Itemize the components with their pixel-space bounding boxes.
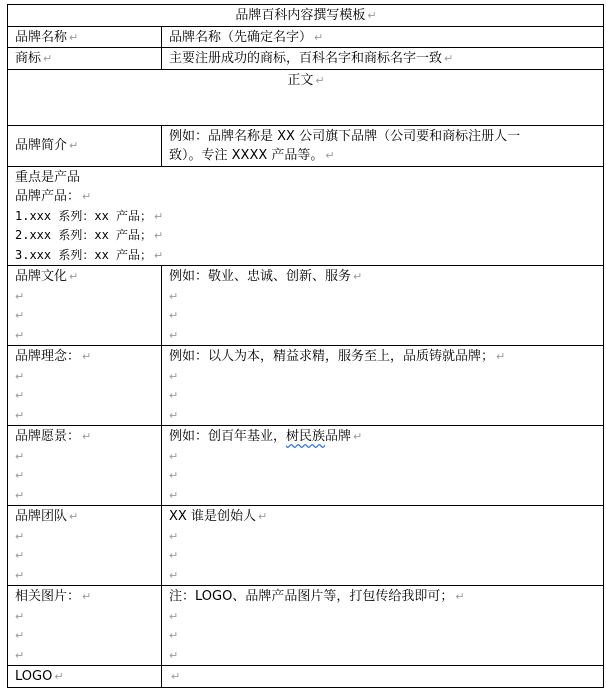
paragraph-mark-icon: ↵ [169,629,179,642]
products-row [8,166,604,266]
brand-team-value: XX 谁是创始人 [169,509,256,524]
paragraph-mark-icon: ↵ [257,510,268,523]
brand-intro-value-line1: 例如：品牌名称是 XX 公司旗下品牌（公司要和商标注册人一 [169,128,521,144]
paragraph-mark-icon: ↵ [15,408,25,422]
paragraph-mark-icon: ↵ [69,138,79,152]
paragraph-mark-icon: ↵ [325,149,335,162]
paragraph-mark-icon: ↵ [169,609,179,623]
trademark-value: 主要注册成功的商标，百科名字和商标名字一致 [169,51,443,66]
paragraph-mark-icon: ↵ [169,488,179,502]
paragraph-mark-icon: ↵ [154,248,164,262]
paragraph-mark-icon: ↵ [154,209,164,223]
paragraph-mark-icon: ↵ [69,270,79,283]
paragraph-mark-icon: ↵ [15,309,25,322]
paragraph-mark-icon: ↵ [15,369,25,383]
brand-philosophy-row [8,346,604,426]
logo-value-cell[interactable] [162,666,604,688]
paragraph-mark-icon: ↵ [169,648,179,662]
brand-philosophy-label-cell[interactable] [8,346,162,426]
paragraph-mark-icon: ↵ [15,449,25,463]
related-images-value: 注：LOGO、品牌产品图片等，打包传给我即可； [169,589,454,604]
paragraph-mark-icon: ↵ [169,309,179,322]
trademark-row [8,48,604,70]
title-row [8,5,604,27]
paragraph-mark-icon: ↵ [15,549,25,562]
brand-vision-label-cell[interactable] [8,426,162,506]
paragraph-mark-icon: ↵ [169,568,179,582]
brand-template-table [7,4,604,688]
related-images-label: 相关图片： [15,589,81,604]
brand-name-label-cell[interactable] [8,26,162,48]
paragraph-mark-icon: ↵ [169,289,179,303]
paragraph-mark-icon: ↵ [169,449,179,463]
logo-row [8,666,604,688]
paragraph-mark-icon: ↵ [82,350,92,363]
paragraph-mark-icon: ↵ [82,190,92,203]
paragraph-mark-icon: ↵ [169,469,179,482]
brand-culture-label-cell[interactable] [8,266,162,346]
brand-team-value-cell[interactable] [162,506,604,586]
paragraph-mark-icon: ↵ [15,609,25,623]
paragraph-mark-icon: ↵ [315,73,325,87]
paragraph-mark-icon: ↵ [15,529,25,543]
paragraph-mark-icon: ↵ [169,369,179,383]
paragraph-mark-icon: ↵ [82,430,92,443]
paragraph-mark-icon: ↵ [444,52,454,65]
brand-vision-value-prefix: 例如：创百年基业， [169,429,287,444]
body-header-cell[interactable] [8,69,604,125]
spellcheck-underlined-text: 树民族 [286,429,326,444]
paragraph-mark-icon: ↵ [171,670,181,683]
brand-team-label-cell[interactable] [8,506,162,586]
brand-culture-label: 品牌文化 [15,269,68,284]
document-title: 品牌百科内容撰写模板 [235,8,366,23]
brand-name-row [8,26,604,48]
brand-team-label: 品牌团队 [15,509,68,524]
brand-vision-row [8,426,604,506]
products-subheading: 品牌产品： [15,189,81,204]
product-item: 2.xxx 系列：xx 产品； [15,228,153,242]
related-images-label-cell[interactable] [8,586,162,666]
paragraph-mark-icon: ↵ [15,629,25,642]
brand-name-label: 品牌名称 [15,29,68,45]
paragraph-mark-icon: ↵ [169,328,179,342]
paragraph-mark-icon: ↵ [353,270,363,283]
paragraph-mark-icon: ↵ [43,52,53,65]
paragraph-mark-icon: ↵ [353,430,363,443]
trademark-label-cell[interactable] [8,48,162,70]
paragraph-mark-icon: ↵ [154,229,164,242]
brand-culture-value: 例如：敬业、忠诚、创新、服务 [169,269,352,284]
brand-intro-value-cell[interactable] [162,125,604,166]
brand-intro-row [8,125,604,166]
related-images-row [8,586,604,666]
paragraph-mark-icon: ↵ [496,350,506,363]
paragraph-mark-icon: ↵ [15,289,25,303]
brand-vision-value-suffix: 品牌 [325,429,352,444]
product-item: 1.xxx 系列：xx 产品； [15,208,153,223]
paragraph-mark-icon: ↵ [69,30,79,44]
paragraph-mark-icon: ↵ [314,30,324,44]
paragraph-mark-icon: ↵ [169,529,179,543]
paragraph-mark-icon: ↵ [15,469,25,482]
brand-name-value-cell[interactable] [162,26,604,48]
body-header: 正文 [287,72,314,88]
paragraph-mark-icon: ↵ [15,488,25,502]
body-header-row [8,69,604,125]
logo-label-cell[interactable] [8,666,162,688]
paragraph-mark-icon: ↵ [169,549,179,562]
brand-intro-value-line2: 致）。专注 XXXX 产品等。 [169,148,324,163]
brand-team-row [8,506,604,586]
paragraph-mark-icon: ↵ [15,568,25,582]
paragraph-mark-icon: ↵ [15,648,25,662]
trademark-label: 商标 [15,51,42,66]
brand-culture-value-cell[interactable] [162,266,604,346]
paragraph-mark-icon: ↵ [69,510,79,523]
logo-label: LOGO [15,669,53,684]
paragraph-mark-icon: ↵ [169,389,179,402]
brand-vision-label: 品牌愿景： [15,429,81,444]
paragraph-mark-icon: ↵ [455,590,465,603]
title-cell[interactable] [8,5,604,27]
paragraph-mark-icon: ↵ [169,408,179,422]
brand-intro-label-cell[interactable] [8,125,162,166]
brand-philosophy-value: 例如：以人为本，精益求精，服务至上，品质铸就品牌； [169,349,495,364]
product-item: 3.xxx 系列：xx 产品； [15,247,153,262]
brand-vision-value-cell[interactable] [162,426,604,506]
related-images-value-cell[interactable] [162,586,604,666]
paragraph-mark-icon: ↵ [15,328,25,342]
brand-philosophy-label: 品牌理念： [15,349,81,364]
paragraph-mark-icon: ↵ [15,389,25,402]
products-cell[interactable] [8,166,604,266]
brand-culture-row [8,266,604,346]
trademark-value-cell[interactable] [162,48,604,70]
products-heading: 重点是产品 [15,169,81,185]
paragraph-mark-icon: ↵ [54,670,64,683]
brand-philosophy-value-cell[interactable] [162,346,604,426]
brand-intro-label: 品牌简介 [15,137,68,153]
paragraph-mark-icon: ↵ [82,590,92,603]
brand-name-value: 品牌名称（先确定名字） [169,29,313,45]
paragraph-mark-icon: ↵ [367,9,377,22]
